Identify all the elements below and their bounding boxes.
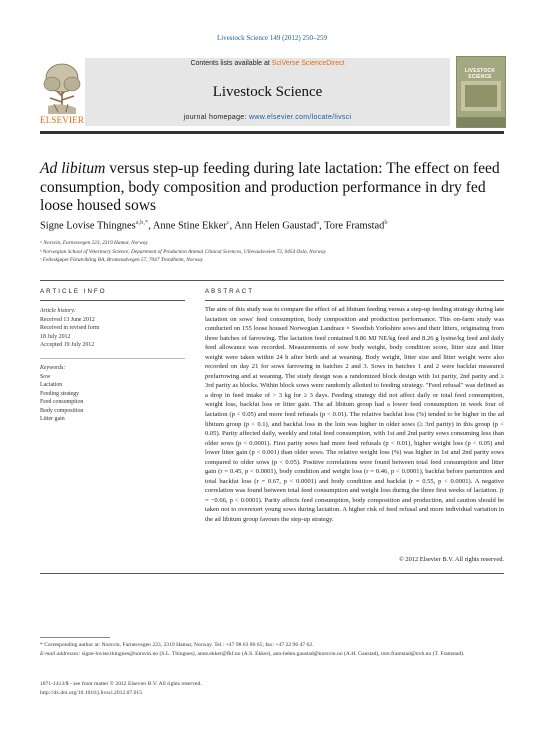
author-sep: , [148,220,153,232]
abstract-rule [205,300,504,301]
issn-line: 1871-1413/$ - see front matter © 2012 Elsevier B.V. All rights reserved. [40,681,202,687]
history-label: Article history: [40,308,76,314]
keyword[interactable]: Body composition [40,407,84,414]
keyword[interactable]: Feeding strategy [40,390,80,397]
homepage-prefix: journal homepage: [183,114,249,121]
author-name[interactable]: Signe Lovise Thingnes [40,220,136,232]
keyword[interactable]: Litter gain [40,416,65,422]
affiliation: ᵃ Norsvin, Furnesvegen 223, 2319 Hamar, Norway [40,240,148,246]
contents-prefix: Contents lists available at [190,60,272,67]
doi-link[interactable]: http://dx.doi.org/10.1016/j.livsci.2012.07.015 [40,690,142,696]
history-item: Accepted 19 July 2012 [40,342,95,348]
cover-title: LIVESTOCK SCIENCE [464,68,496,80]
header-rule [40,131,504,134]
article-title [40,160,504,216]
corresponding-author-note: * Corresponding author at: Norsvin, Furnesvegen 223, 2319 Hamar, Norway. Tel.: +47 98 63 80 65; fax: +47 22 96 47 62. [40,642,314,648]
info-rule [40,300,185,301]
author-sep: , [229,220,235,232]
email-label: E-mail addresses: [40,651,82,657]
abstract-text: The aim of this study was to compare the effect of ad libitum feeding versus a step-up feeding strategy during late lactation on sows' feed consumption, body composition and production performance. This on-farm study was conducted on 155 loose housed Norwegian Landrace × Swedish Yorkshire sows and their litters, originating from three batches of farrowing. The lactation feed contained 9.86 MJ NE/kg feed and 8.26 g lysine/kg feed and daily feed allowance was recorded. Measurements of sow body weight, body condition score, litter size and litter weight were taken within 24 h after birth and at weaning. Body weight, litter size and litter weight were also recorded on day 21 for sows farrowing in batches 2 and 3. Sows in batches 1 and 2 were backfat measured prefarrowing and at weaning. The study design was a randomized block design with 1st parity, 2nd parity and ≥ 3rd parity as blocks. Within block sows were randomly allotted to feeding strategy. "Feed refusal" was defined as a drop in feed intake of > 3 kg for ≥ 3 days. Feeding strategy did not affect daily or total feed consumption, weight loss, backfat loss or litter gain. The ad libitum group had a lower feed consumption in week four of lactation (p < 0.05) and more feed refusals (p < 0.01). The relative backfat loss (%) tended to be higher in the ad libitum group (p < 0.1), and backfat loss in the loin was higher in older sows (≥ 3rd parity) in this group (p < 0.05). Parity affected daily, weekly and total feed consumption, with 1st and 2nd parity sows consuming less than older sows (p < 0.0001). First parity sows had more feed refusals (p < 0.01), higher weight loss (p < 0.05) and lower litter gain (p < 0.001) than older sows. The relative weight loss (%) was higher in 1st and 2nd parity sows compared to older sows (p < 0.05). Positive correlations were found between total feed consumption and litter gain (r = 0.45, p < 0.0001), body condition and weight loss (r = 0.46, p < 0.0001), backfat before parturition and total backfat loss (r = 0.67, p < 0.0001) and body condition and backfat (r = 0.55, p < 0.0001). A negative correlation was found between total feed consumption and weight loss during the three first weeks of lactation. (r = −0.66, p < 0.0001). Parity affects feed consumption, body composition and production, and caution should be taken not to overexert young sows during lactation. A higher risk of feed refusal and more individual variation in the ad libitum group favours the step-up strategy. [205,306,504,524]
email-list[interactable]: signe-lovise.thingnes@norsvin.no (S.L. Thingnes), anne.ekker@fkf.no (A.S. Ekker), ann-helen.gaustad@norsvin.no (A.H. Gaustad), tore.framstad@nvh.no (T. Framstad). [81,651,465,657]
journal-homepage [85,114,450,121]
elsevier-logo [40,58,84,126]
email-note [40,650,504,659]
keyword[interactable]: Lactation [40,382,63,388]
article-history [40,307,180,350]
keywords-label: Keywords: [40,365,66,371]
journal-citation[interactable]: Livestock Science 149 (2012) 250–259 [216,34,328,42]
contents-line [85,60,450,67]
journal-cover-image [456,56,506,128]
journal-name: Livestock Science [212,84,323,100]
author-sup[interactable]: a [316,219,320,226]
sciencedirect-link[interactable]: SciVerse ScienceDirect [271,60,345,67]
author-name[interactable]: Anne Stine Ekker [152,220,227,232]
abstract-end-rule [40,573,504,574]
abstract-heading: ABSTRACT [205,288,255,295]
article-info-heading: ARTICLE INFO [40,288,107,295]
keywords [40,364,180,424]
affiliation: ᵇ Norwegian School of Veterinary Science, Department of Production Animal Clinical Sciences, Ullevaalsveien 72, 0454 Oslo, Norway [40,249,326,255]
history-item: Received in revised form [40,325,100,331]
history-item: 18 July 2012 [40,333,71,340]
title-italic: Ad libitum [40,160,106,177]
title-rest: versus step-up feeding during late lactation: The effect on feed consumption, body composition and production performance in dry fed loose housed sows [40,160,500,214]
footnote-rule [40,637,110,638]
homepage-link[interactable]: www.elsevier.com/locate/livsci [248,114,352,121]
author-sup[interactable]: c [226,219,230,226]
affiliation: ᶜ Felleskjøpet Fôrutvikling BA, Bromstadvegen 57, 7047 Trondheim, Norway [40,257,203,263]
copyright: © 2012 Elsevier B.V. All rights reserved. [398,556,504,563]
author-name[interactable]: Ann Helen Gaustad [234,220,317,232]
author-sep: , [319,220,325,232]
keyword[interactable]: Feed consumption [40,399,84,405]
keyword[interactable]: Sow [40,373,51,380]
author-list [40,219,504,231]
author-sup[interactable]: a,b,* [135,219,149,226]
elsevier-wordmark: ELSEVIER [40,115,85,125]
section-rule-top [40,280,504,281]
history-item: Received 13 June 2012 [40,316,95,323]
author-name[interactable]: Tore Framstad [324,220,385,232]
info-divider [40,358,185,359]
author-sup[interactable]: b [384,219,388,226]
